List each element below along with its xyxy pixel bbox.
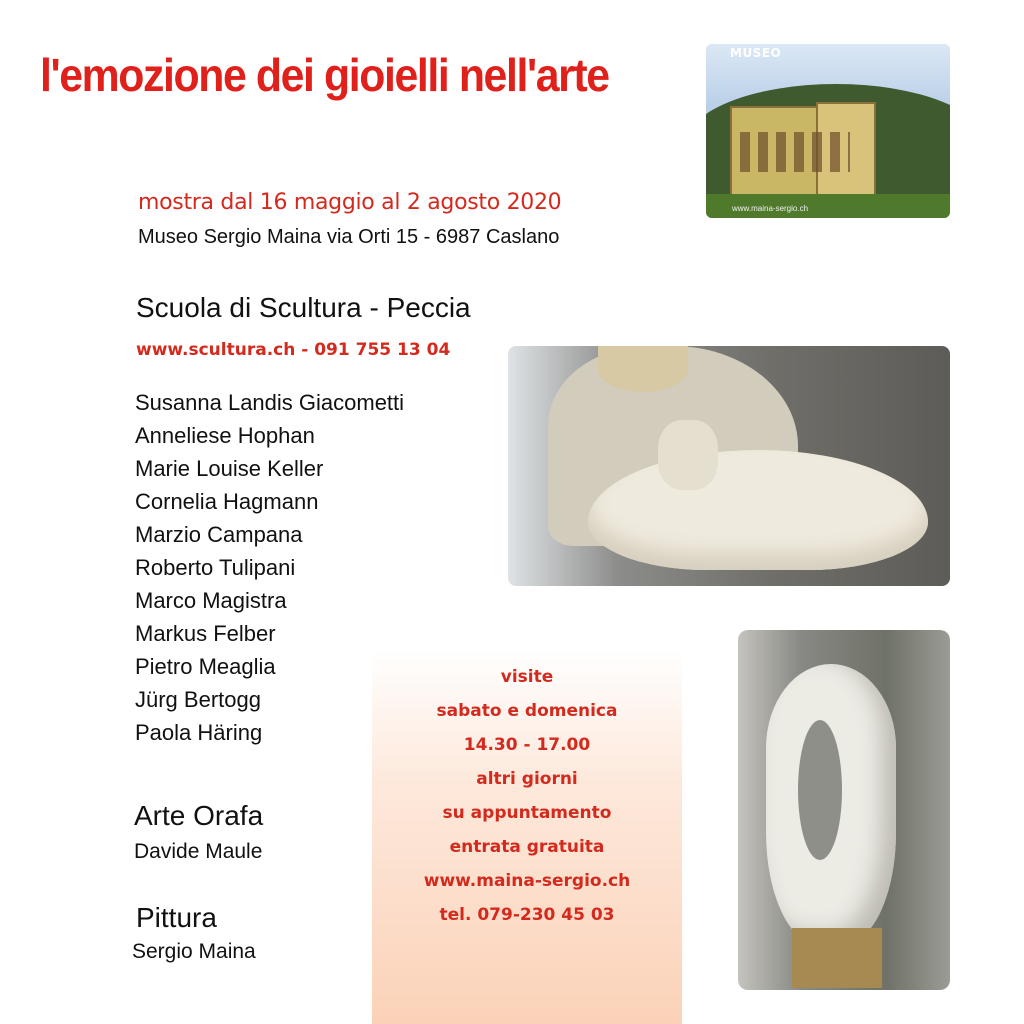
goldsmith-artist: Davide Maule [134, 840, 263, 863]
sculptor-hat [598, 346, 688, 392]
artist-name: Anneliese Hophan [135, 423, 315, 448]
artist-name: Paola Häring [135, 720, 263, 745]
visit-free-entry: entrata gratuita [449, 837, 605, 857]
school-contact: www.scultura.ch - 091 755 13 04 [136, 340, 451, 360]
visit-info-text [372, 660, 682, 932]
artist-name: Roberto Tulipani [135, 555, 296, 580]
artist-name: Marzio Campana [135, 522, 303, 547]
artist-name: Susanna Landis Giacometti [135, 390, 405, 415]
sculpture-hollow [798, 720, 842, 860]
museum-photo-label: MUSEO [730, 46, 782, 60]
sculpture-base [792, 928, 882, 988]
visit-other-days: altri giorni [476, 769, 578, 789]
stone-sculpture-photo [738, 630, 950, 990]
visit-phone: tel. 079-230 45 03 [439, 905, 615, 925]
artist-name: Marie Louise Keller [135, 456, 324, 481]
artist-name: Markus Felber [135, 621, 276, 646]
goldsmith-heading: Arte Orafa [134, 800, 264, 831]
artist-name: Cornelia Hagmann [135, 489, 319, 514]
visit-days: sabato e domenica [436, 701, 618, 721]
painting-artist: Sergio Maina [132, 940, 256, 963]
poster-title: l'emozione dei gioielli nell'arte [40, 49, 609, 101]
artist-name: Pietro Meaglia [135, 654, 276, 679]
artist-name: Jürg Bertogg [135, 687, 261, 712]
school-name: Scuola di Scultura - Peccia [136, 292, 471, 323]
sculptor-glove [658, 420, 718, 490]
artist-list [135, 386, 404, 749]
museum-photo [706, 44, 950, 218]
sculptor-photo [508, 346, 950, 586]
museum-photo-caption: www.maina-sergio.ch [732, 204, 809, 213]
artist-name: Marco Magistra [135, 588, 287, 613]
visit-heading: visite [500, 667, 554, 687]
exhibition-dates: mostra dal 16 maggio al 2 agosto 2020 [138, 190, 562, 215]
exhibition-address: Museo Sergio Maina via Orti 15 - 6987 Caslano [138, 226, 560, 248]
painting-heading: Pittura [136, 902, 217, 933]
visit-appointment: su appuntamento [442, 803, 612, 823]
museum-windows [740, 132, 850, 172]
visit-hours: 14.30 - 17.00 [463, 735, 591, 755]
visit-website: www.maina-sergio.ch [423, 871, 631, 891]
